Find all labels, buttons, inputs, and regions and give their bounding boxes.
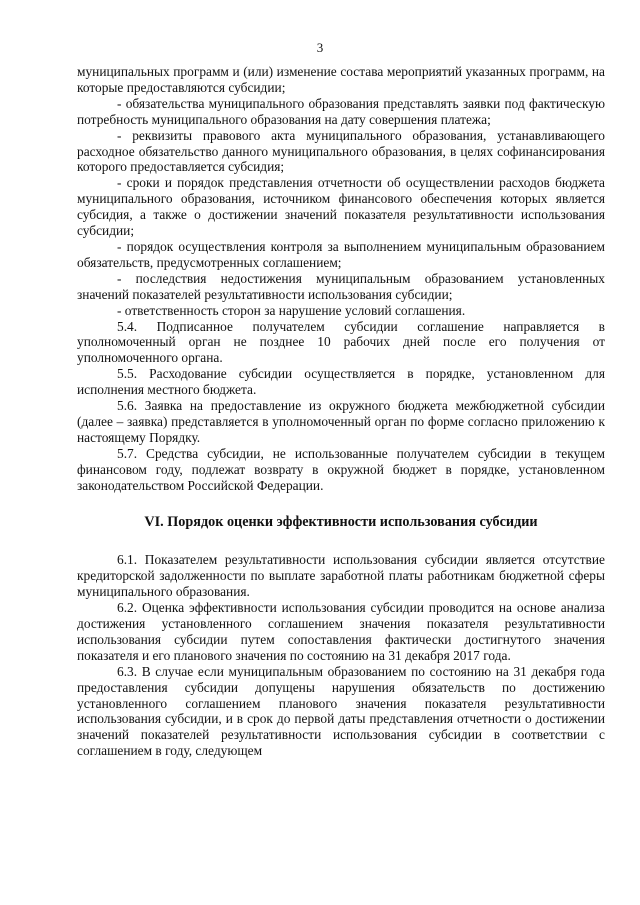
list-item: - последствия недостижения муниципальным образованием установленных значений показателей результативности использования субсидии; (77, 270, 605, 302)
clause-5-6: 5.6. Заявка на предоставление из окружного бюджета межбюджетной субсидии (далее – заявка) представляется в уполномоченный орган по форме согласно приложению к настоящему Порядку. (77, 398, 605, 445)
page-number: 3 (316, 40, 324, 55)
clause-6-3: 6.3. В случае если муниципальным образованием по состоянию на 31 декабря года предоставления субсидии допущены нарушения обязательств по достижению установленного соглашением планового значения показателя результативности использования субсидии, и в срок до первой даты представления отчетности о достижении значений показателей результативности использования субсидии в соответствии с соглашением в году, следующем (77, 663, 605, 759)
list-item: - порядок осуществления контроля за выполнением муниципальным образованием обязательств, предусмотренных соглашением; (77, 238, 605, 270)
list-item: - сроки и порядок представления отчетности об осуществлении расходов бюджета муниципального образования, источником финансового обеспечения которых является субсидия, а также о достижении значений показателя результативности использования субсидии; (77, 175, 605, 239)
clause-5-7: 5.7. Средства субсидии, не использованные получателем субсидии в текущем финансовом году, подлежат возврату в окружной бюджет в порядке, установленном законодательством Российской Федерации. (77, 445, 605, 493)
document-body (77, 64, 605, 759)
list-item: - ответственность сторон за нарушение условий соглашения. (117, 302, 466, 318)
list-item: - реквизиты правового акта муниципального образования, устанавливающего расходное обязательство данного муниципального образования, в целях софинансирования которого предоставляется субсидия; (77, 127, 605, 175)
list-item: - обязательства муниципального образования представлять заявки под фактическую потребность муниципального образования на дату совершения платежа; (77, 95, 605, 127)
clause-5-4: 5.4. Подписанное получателем субсидии соглашение направляется в уполномоченный орган не позднее 10 рабочих дней после его получения от уполномоченного органа. (77, 318, 605, 366)
clause-5-5: 5.5. Расходование субсидии осуществляется в порядке, установленном для исполнения местного бюджета. (77, 366, 605, 398)
clause-6-2: 6.2. Оценка эффективности использования субсидии проводится на основе анализа достижения установленного соглашением значения показателя результативности использования субсидии путем сопоставления фактически достигнутого значения показателя и его планового значения по состоянию на 31 декабря 2017 года. (77, 600, 605, 663)
section-heading: VI. Порядок оценки эффективности использования субсидии (144, 514, 538, 531)
paragraph-continuation: муниципальных программ и (или) изменение состава мероприятий указанных программ, на которые предоставляются субсидии; (77, 64, 605, 95)
clause-6-1: 6.1. Показателем результативности использования субсидии является отсутствие кредиторской задолженности по выплате заработной платы работникам бюджетной сферы муниципального образования. (77, 552, 605, 600)
